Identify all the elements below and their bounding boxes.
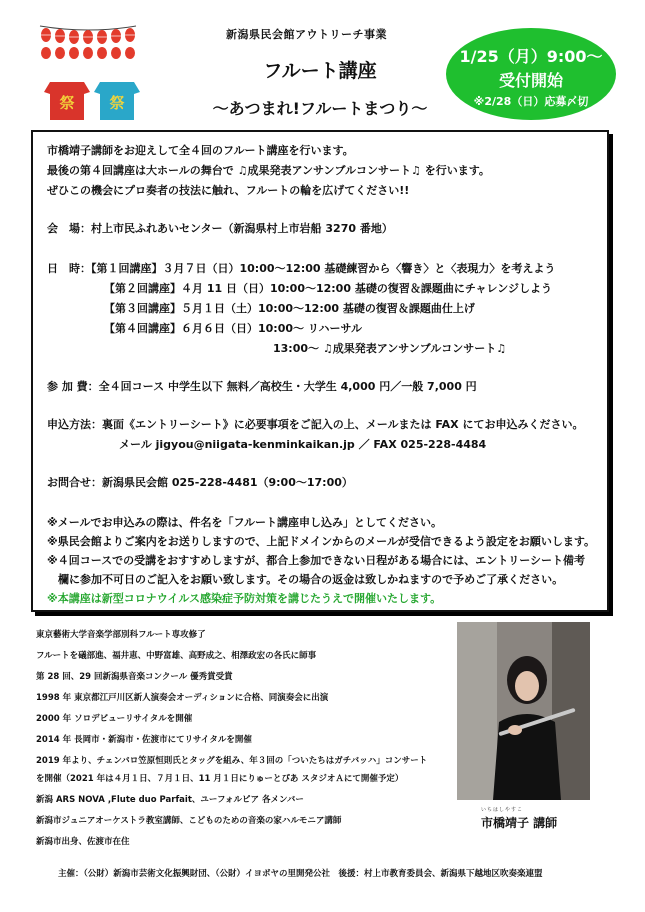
bio-line: 新潟市出身、佐渡市在住	[36, 837, 130, 847]
contact-line: お問合せ：新潟県民会館 025-228-4481（9:00～17:00）	[47, 476, 353, 489]
badge-label: 受付開始	[498, 71, 563, 90]
note-line-highlight: ※本講座は新型コロナウイルス感染症予防対策を講じたうえで開催いたします。	[47, 592, 442, 605]
schedule-line: 13:00～ ♫成果発表アンサンブルコンサート♫	[273, 342, 507, 355]
bio-line: 2000 年 ソロデビューリサイタルを開催	[36, 714, 193, 724]
sponsors-footer: 主催：（公財）新潟市芸術文化振興財団、（公財）イヨボヤの里開発公社 後援：村上市教育委員会、新潟県下越地区吹奏楽連盟	[58, 869, 543, 879]
intro-line: 最後の第４回講座は大ホールの舞台で ♫成果発表アンサンブルコンサート♫ を行います。	[47, 164, 490, 177]
festival-char: 祭	[109, 94, 125, 112]
note-line: 欄に参加不可日のご記入をお願い致します。その場合の返金は致しかねますので予めご了承ください。	[47, 573, 564, 586]
schedule-line: 日 時：【第１回講座】３月７日（日）10:00～12:00 基礎練習から〈響き〉と〈表現力〉を考えよう	[47, 262, 556, 275]
page-title: フルート講座	[263, 60, 377, 82]
venue-line: 会 場：村上市民ふれあいセンター（新潟県村上市岩船 3270 番地）	[47, 222, 393, 235]
registration-badge	[446, 28, 616, 120]
festival-char: 祭	[59, 94, 75, 112]
note-line: ※メールでお申込みの際は、件名を「フルート講座申し込み」としてください。	[47, 516, 443, 529]
teacher-name-ruby: いちはしやすこ	[481, 807, 524, 813]
organizer-heading: 新潟県民会館アウトリーチ事業	[226, 28, 387, 41]
badge-deadline: ※2/28（日）応募〆切	[473, 95, 589, 108]
schedule-line: 【第３回講座】５月１日（土）10:00～12:00 基礎の復習＆課題曲仕上げ	[104, 302, 475, 315]
note-line: ※県民会館よりご案内をお送りしますので、上記ドメインからのメールが受信できるよう設定をお願いします。	[47, 535, 596, 548]
bio-line: を開催（2021 年は４月１日、７月１日、11 月１日にりゅーとぴあ スタジオＡにて開催予定）	[36, 774, 404, 784]
bio-line: 第 28 回、29 回新潟県音楽コンクール 優秀賞受賞	[36, 672, 233, 682]
application-line: 申込方法：裏面《エントリーシート》に必要事項をご記入の上、メールまたは FAX にてお申込みください。	[47, 418, 584, 431]
bio-line: 1998 年 東京都江戸川区新人演奏会オーディションに合格、同演奏会に出演	[36, 693, 329, 703]
fee-line: 参 加 費：全４回コース 中学生以下 無料／高校生・大学生 4,000 円／一般 7,000 円	[47, 380, 477, 393]
schedule-line: 【第２回講座】４月 11 日（日）10:00～12:00 基礎の復習＆課題曲にチャレンジしよう	[104, 282, 552, 295]
application-contact-line: メール jigyou@niigata-kenminkaikan.jp ／ FAX 025-228-4484	[119, 438, 487, 451]
teacher-caption: 市橋靖子 講師	[481, 816, 558, 830]
intro-line: ぜひこの機会にプロ奏者の技法に触れ、フルートの輪を広げてください!!	[47, 184, 410, 197]
happi-coat-illustration	[44, 78, 144, 122]
bio-line: 2019 年より、チェンバロ笠原恒則氏とタッグを組み、年３回の「ついたちはガチバッハ」コンサート	[36, 756, 428, 766]
badge-date: 1/25（月）9:00～	[459, 47, 603, 66]
intro-line: 市橋靖子講師をお迎えして全４回のフルート講座を行います。	[47, 144, 354, 157]
bio-line: フルートを礒部進、福井恵、中野富雄、高野成之、相澤政宏の各氏に師事	[36, 651, 317, 661]
bio-line: 新潟市ジュニアオーケストラ教室講師、こどものための音楽の家ハルモニア講師	[36, 816, 342, 826]
lantern-string-illustration	[38, 22, 138, 60]
page-subtitle: ～あつまれ!フルートまつり～	[212, 99, 428, 118]
bio-line: 東京藝術大学音楽学部別科フルート専攻修了	[36, 630, 206, 640]
teacher-photo	[457, 622, 590, 800]
bio-line: 2014 年 長岡市・新潟市・佐渡市にてリサイタルを開催	[36, 735, 252, 745]
info-box	[31, 130, 609, 612]
note-line: ※４回コースでの受講をおすすめしますが、都合上参加できない日程がある場合には、エントリーシート備考	[47, 554, 586, 567]
bio-line: 新潟 ARS NOVA ,Flute duo Parfait、ユーフォルピア 各メンバー	[36, 795, 304, 805]
schedule-line: 【第４回講座】６月６日（日）10:00～ リハーサル	[104, 322, 362, 335]
